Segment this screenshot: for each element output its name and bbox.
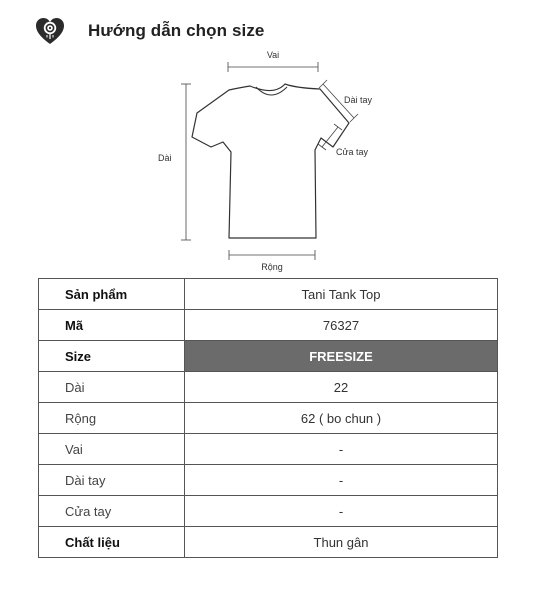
row-label: Size: [39, 341, 185, 372]
row-label: Dài tay: [39, 465, 185, 496]
row-label: Mã: [39, 310, 185, 341]
table-row-ma: [39, 310, 498, 341]
row-label: Sản phẩm: [39, 279, 185, 310]
row-value: -: [185, 434, 498, 465]
row-label: Rộng: [39, 403, 185, 434]
row-value: 76327: [185, 310, 498, 341]
row-label: Chất liệu: [39, 527, 185, 558]
row-label: Vai: [39, 434, 185, 465]
table-row-san-pham: [39, 279, 498, 310]
rong-label: Rộng: [261, 262, 283, 272]
row-label: Dài: [39, 372, 185, 403]
row-value: -: [185, 465, 498, 496]
dai-label: Dài: [158, 153, 172, 163]
rong-dimension: [229, 250, 315, 260]
row-label: Cửa tay: [39, 496, 185, 527]
row-value: 22: [185, 372, 498, 403]
tshirt-outline: [192, 84, 349, 238]
tshirt-size-diagram: [0, 40, 535, 280]
row-value: Thun gân: [185, 527, 498, 558]
table-row-dai-tay: [39, 465, 498, 496]
table-row-vai: [39, 434, 498, 465]
table-row-rong: [39, 403, 498, 434]
size-table: [38, 278, 498, 558]
cua-tay-label: Cửa tay: [336, 147, 369, 157]
size-value-freesize: FREESIZE: [185, 341, 498, 372]
vai-label: Vai: [266, 50, 280, 60]
dai-tay-label: Dài tay: [344, 95, 373, 105]
page-title: Hướng dẫn chọn size: [88, 21, 265, 40]
table-row-size: [39, 341, 498, 372]
vai-dimension: [228, 62, 318, 72]
table-row-dai: [39, 372, 498, 403]
row-value: Tani Tank Top: [185, 279, 498, 310]
dai-dimension: [181, 84, 191, 240]
row-value: 62 ( bo chun ): [185, 403, 498, 434]
table-row-cua-tay: [39, 496, 498, 527]
table-row-chat-lieu: [39, 527, 498, 558]
row-value: -: [185, 496, 498, 527]
